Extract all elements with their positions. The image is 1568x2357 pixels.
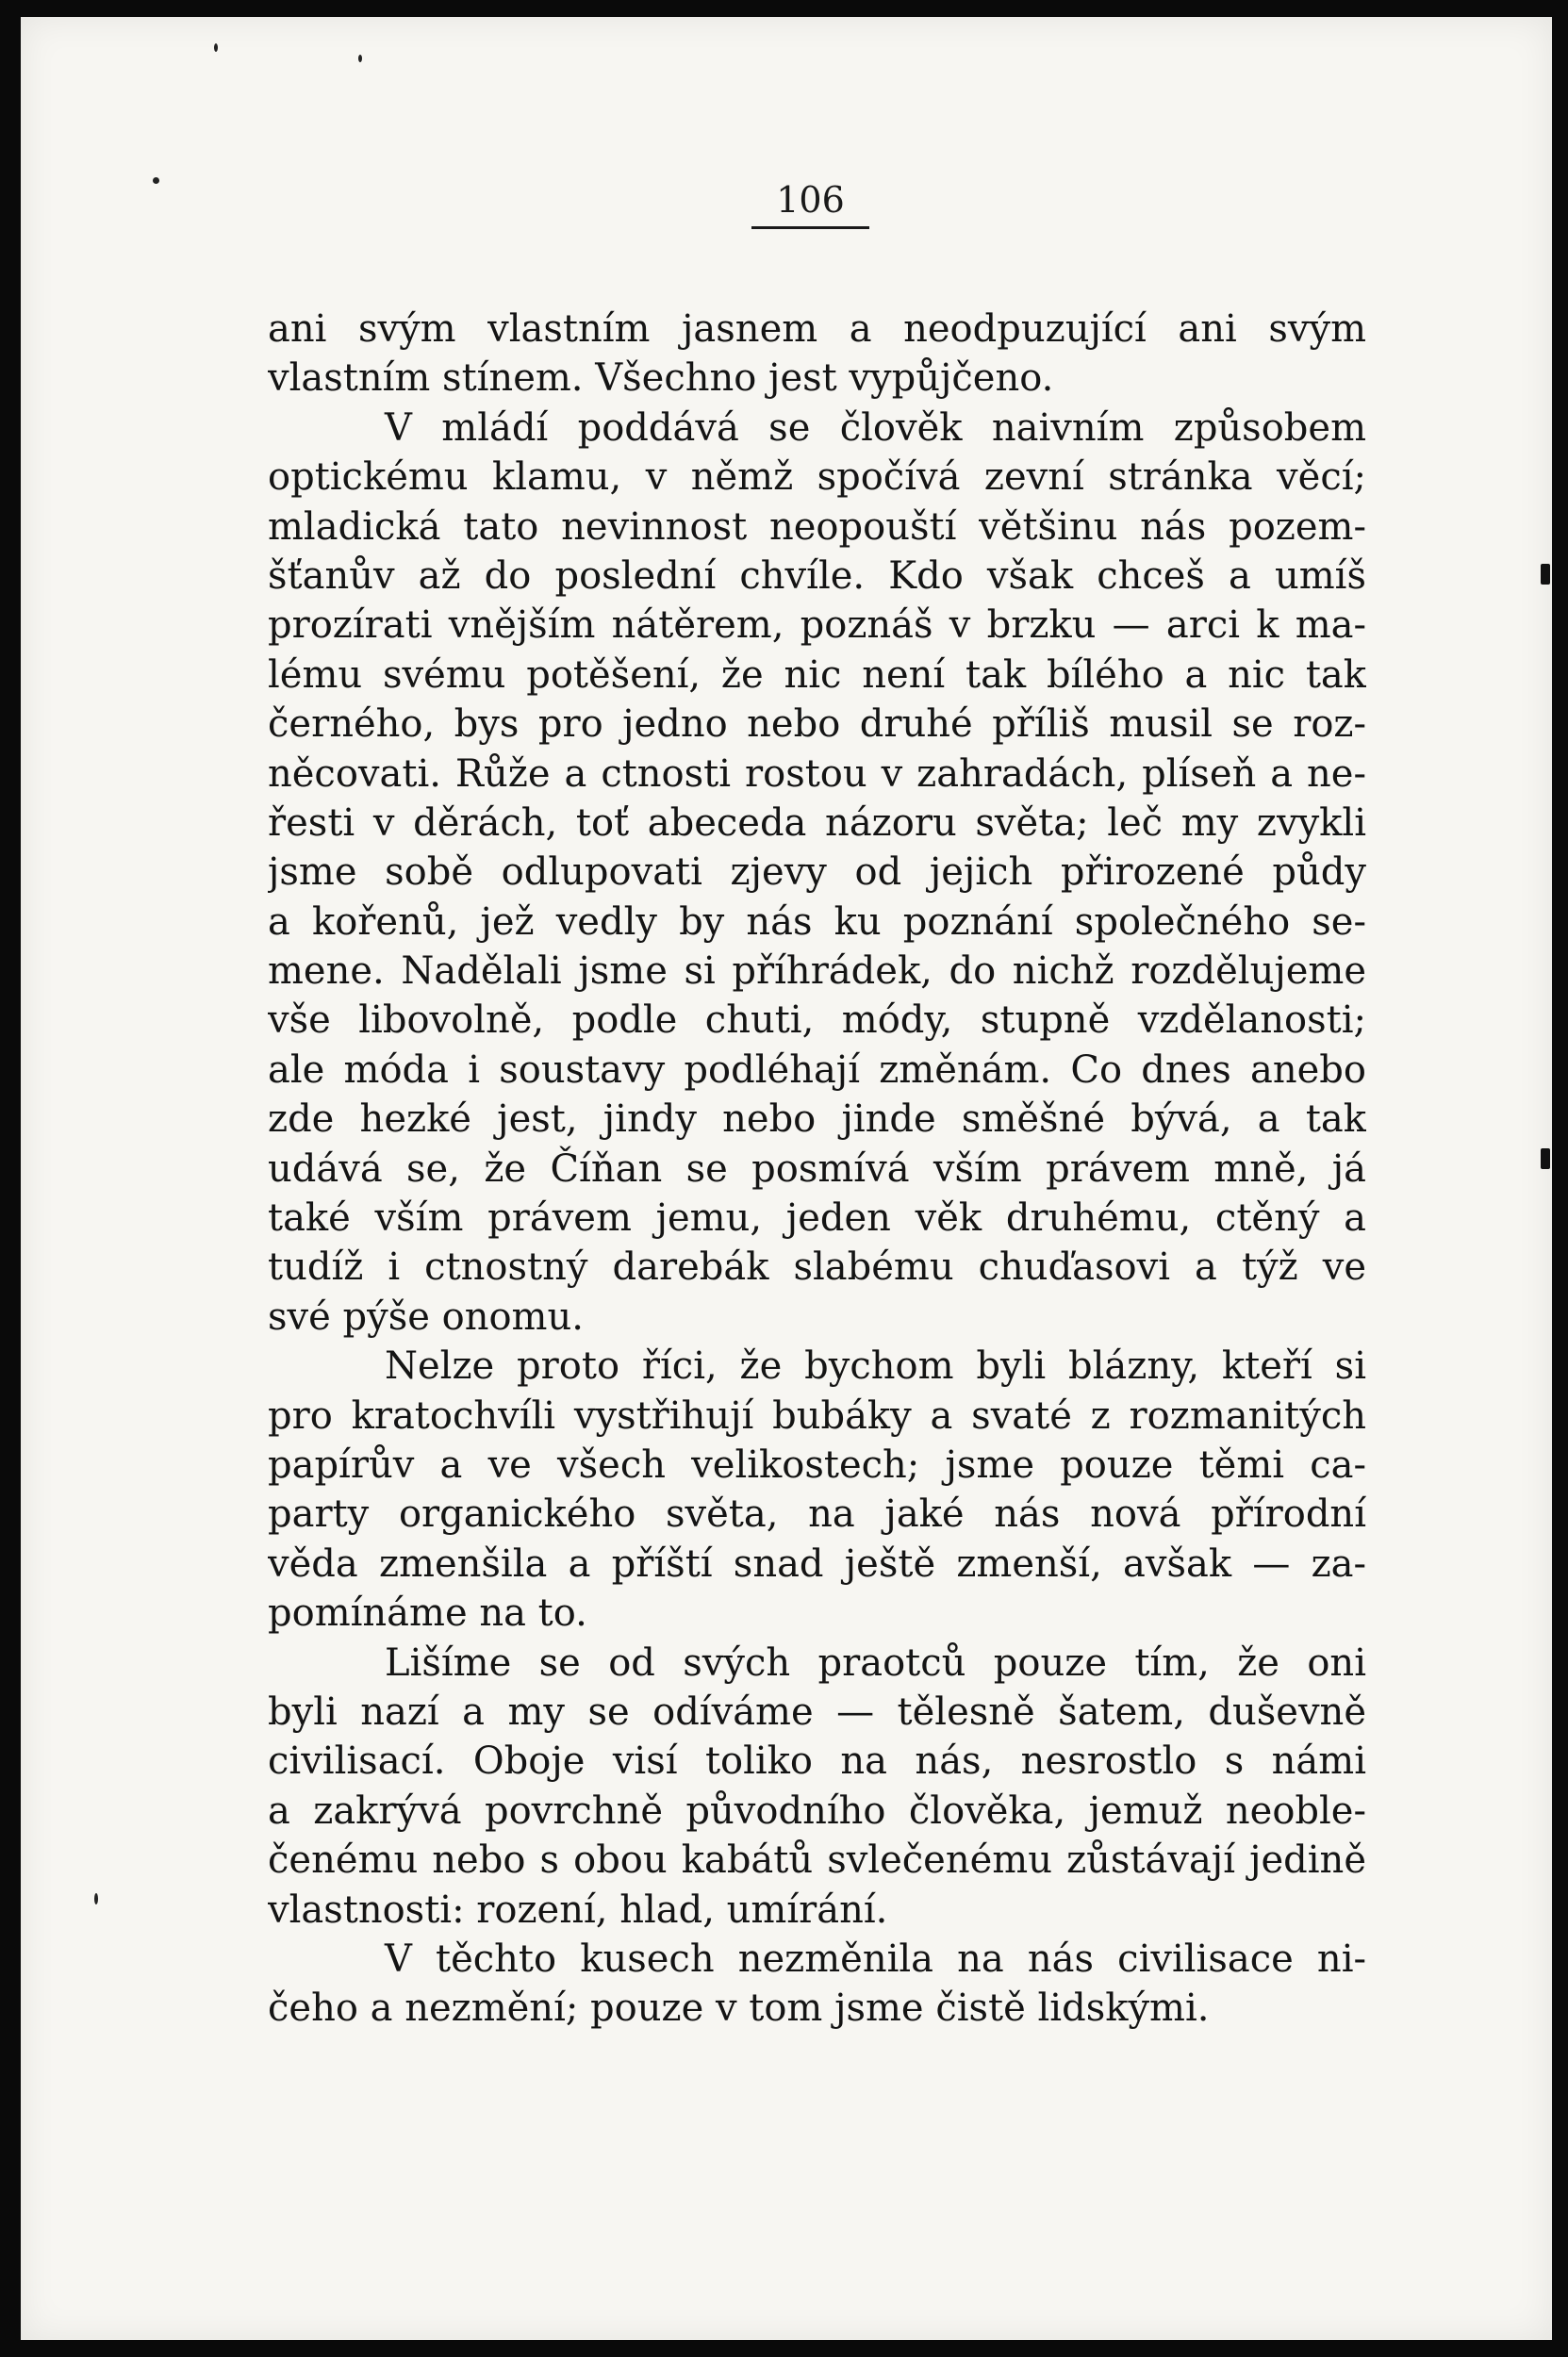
text-line: Nelze proto říci, že bychom byli blázny, kteří si xyxy=(385,1344,1366,1389)
text-line: party organického světa, na jaké nás nová přírodní xyxy=(268,1492,1366,1537)
text-line: pro kratochvíli vystřihují bubáky a svaté z rozmanitých xyxy=(268,1393,1366,1438)
book-page xyxy=(21,17,1552,2340)
text-line: řesti v děrách, toť abeceda názoru světa; leč my zvykli xyxy=(268,800,1366,845)
text-line: lému svému potěšení, že nic není tak bílého a nic tak xyxy=(268,652,1366,697)
text-line: a zakrývá povrchně původního člověka, jemuž neoble- xyxy=(268,1788,1366,1833)
text-line: mladická tato nevinnost neopouští většinu nás pozem- xyxy=(268,504,1366,549)
text-line: udává se, že Číňan se posmívá vším právem mně, já xyxy=(268,1146,1366,1191)
margin-mark xyxy=(1541,564,1550,585)
text-line: optickému klamu, v němž spočívá zevní stránka věcí; xyxy=(268,455,1366,500)
text-line: V mládí poddává se člověk naivním způsobem xyxy=(385,405,1366,450)
text-line: zde hezké jest, jindy nebo jinde směšné bývá, a tak xyxy=(268,1097,1366,1142)
text-line: věda zmenšila a příští snad ještě zmenší, avšak — za- xyxy=(268,1541,1366,1586)
text-line: V těchto kusech nezměnila na nás civilisace ni- xyxy=(385,1937,1366,1981)
text-line: pomínáme na to. xyxy=(268,1591,587,1636)
text-line: vlastním stínem. Všechno jest vypůjčeno. xyxy=(268,356,1054,401)
scan-speck xyxy=(94,1893,98,1904)
text-line: prozírati vnějším nátěrem, poznáš v brzku — arci k ma- xyxy=(268,603,1366,648)
page-number-rule xyxy=(751,226,869,229)
text-line: byli nazí a my se odíváme — tělesně šatem, duševně xyxy=(268,1689,1366,1734)
page-number-header xyxy=(751,177,869,229)
text-line: čenému nebo s obou kabátů svlečenému zůstávají jedině xyxy=(268,1838,1366,1883)
text-line: čeho a nezmění; pouze v tom jsme čistě lidskými. xyxy=(268,1986,1210,2031)
text-line: Lišíme se od svých praotců pouze tím, že oni xyxy=(385,1640,1366,1685)
text-line: také vším právem jemu, jeden věk druhému, ctěný a xyxy=(268,1196,1366,1241)
scan-speck xyxy=(153,177,159,184)
text-line: své pýše onomu. xyxy=(268,1294,584,1339)
text-line: tudíž i ctnostný darebák slabému chuďasovi a týž ve xyxy=(268,1245,1366,1290)
text-line: něcovati. Růže a ctnosti rostou v zahradách, plíseň a ne- xyxy=(268,751,1366,796)
text-line: a kořenů, jež vedly by nás ku poznání společného se- xyxy=(268,899,1366,944)
text-line: ani svým vlastním jasnem a neodpuzující ani svým xyxy=(268,307,1366,351)
scan-speck xyxy=(214,43,218,52)
text-line: ale móda i soustavy podléhají změnám. Co dnes anebo xyxy=(268,1047,1366,1092)
page-number: 106 xyxy=(776,179,845,221)
text-line: jsme sobě odlupovati zjevy od jejich přirozené půdy xyxy=(268,850,1366,895)
text-line: papírův a ve všech velikostech; jsme pouze těmi ca- xyxy=(268,1442,1366,1487)
text-line: černého, bys pro jedno nebo druhé příliš musil se roz- xyxy=(268,702,1366,747)
text-line: vlastnosti: rození, hlad, umírání. xyxy=(268,1887,888,1932)
text-line: šťanův až do poslední chvíle. Kdo však chceš a umíš xyxy=(268,553,1366,598)
body-text xyxy=(268,305,1366,2034)
scan-speck xyxy=(358,55,362,62)
text-line: vše libovolně, podle chuti, módy, stupně vzdělanosti; xyxy=(268,998,1366,1043)
margin-mark xyxy=(1541,1148,1550,1169)
text-line: civilisací. Oboje visí toliko na nás, nesrostlo s námi xyxy=(268,1739,1366,1784)
text-line: mene. Nadělali jsme si příhrádek, do nichž rozdělujeme xyxy=(268,949,1366,994)
